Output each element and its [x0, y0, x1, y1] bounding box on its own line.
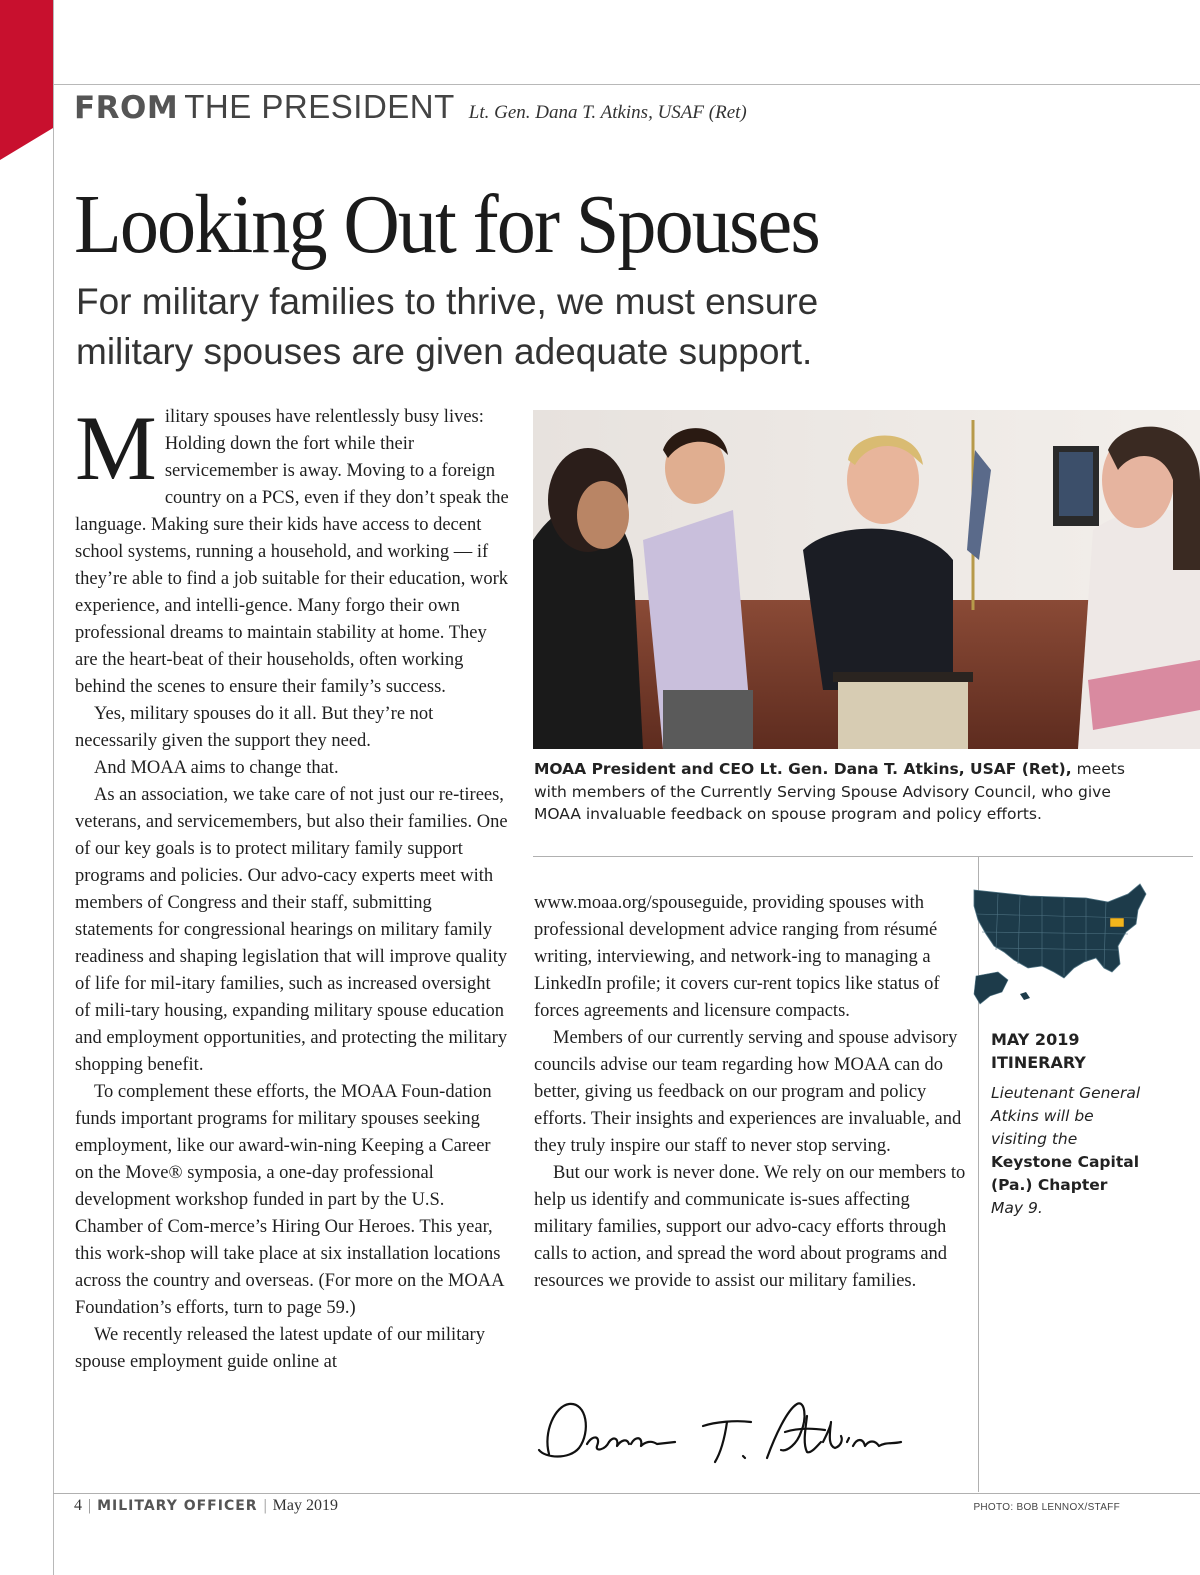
paragraph: And MOAA aims to change that.: [94, 758, 339, 778]
page-number: 4: [74, 1497, 82, 1514]
handwritten-signature: [535, 1392, 935, 1472]
photo-illustration: [533, 410, 1200, 749]
paragraph: ilitary spouses have relentlessly busy lives: Holding down the fort while their servicemember is away. Moving to a foreign country on a PCS, even if they don’t speak the language. Making sure their kids have access to decent school systems, running a household, and working — if they’re able to find a job suitable for their education, work experience, and intelli-gence. Many forgo their own professional dreams to maintain stability at home. They are the heart-beat of their households, often working behind the scenes to ensure their family’s success.: [75, 407, 509, 697]
section-label: THE PRESIDENT: [184, 88, 455, 125]
caption-text: meets with members of the Currently Serving Spouse Advisory Council, who give MOAA invaluable feedback on spouse program and policy efforts.: [534, 760, 1125, 823]
author-byline: Lt. Gen. Dana T. Atkins, USAF (Ret): [468, 102, 747, 123]
itinerary-text: [991, 1082, 1141, 1220]
article-photo: [533, 410, 1200, 749]
footer-rule: [53, 1493, 1200, 1494]
article-subtitle: For military families to thrive, we must ensure military spouses are given adequate support.: [76, 281, 819, 372]
paragraph: But our work is never done. We rely on our members to help us identify and communicate is-sues affecting military families, support our advo-cacy efforts through calls to action, and spread the word about programs and resources we provide to assist our military families.: [534, 1163, 966, 1291]
paragraph: We recently released the latest update of our military spouse employment guide online at: [75, 1325, 485, 1372]
drop-cap: M: [75, 397, 157, 499]
paragraph: Yes, military spouses do it all. But they’re not necessarily given the support they need.: [75, 704, 434, 751]
itinerary-label: ITINERARY: [991, 1053, 1086, 1072]
us-map-icon: [968, 880, 1153, 1010]
paragraph: www.moaa.org/spouseguide, providing spouses with professional development advice ranging from résumé writing, interviewing, and network-ing to managing a LinkedIn profile; it covers cur-rent topics like status of forces agreements and licensure compacts.: [534, 893, 940, 1021]
caption-lead: MOAA President and CEO Lt. Gen. Dana T. Atkins, USAF (Ret),: [534, 760, 1072, 778]
header-rule: [53, 84, 1200, 85]
paragraph: As an association, we take care of not just our re-tirees, veterans, and servicemembers, but also their families. One of our key goals is to protect military family support programs and policies. Our advo-cacy experts meet with members of Congress and their staff, submitting statements for congressional hearings on military family readiness and shaping legislation that will improve quality of life for mil-itary families, such as increased oversight of mili-tary housing, expanding military spouse education and employment opportunities, and protecting the military shopping benefit.: [75, 785, 508, 1075]
photo-caption: [534, 758, 1154, 826]
section-accent-tab: [0, 0, 53, 160]
section-divider: [533, 856, 1193, 857]
footer-separator: |: [263, 1497, 267, 1514]
paragraph: To complement these efforts, the MOAA Foun-dation funds important programs for military spouses seeking employment, like our award-win-ning Keeping a Career on the Move® symposia, a one-day professional development workshop funded in part by the U.S. Chamber of Com-merce’s Hiring Our Heroes. This year, this work-shop will take place at six installation locations across the country and overseas. (For more on the MOAA Foundation’s efforts, turn to page 59.): [75, 1082, 504, 1318]
section-label-bold: FROM: [74, 90, 179, 126]
us-map-graphic: [968, 880, 1153, 1010]
itinerary-heading: [991, 1028, 1141, 1074]
page-footer: [74, 1497, 338, 1515]
photo-credit: PHOTO: BOB LENNOX/STAFF: [973, 1502, 1120, 1513]
signature-icon: [535, 1392, 935, 1472]
section-header: [74, 88, 747, 126]
footer-separator: |: [88, 1497, 92, 1514]
itinerary-chapter: Keystone Capital (Pa.) Chapter: [991, 1153, 1140, 1194]
article-title: Looking Out for Spouses: [74, 178, 819, 271]
itinerary-date: May 9.: [991, 1199, 1043, 1217]
body-column-1: [75, 397, 510, 1376]
itinerary-sidebar: [991, 1028, 1141, 1220]
body-column-2: [534, 890, 966, 1295]
margin-rule: [53, 0, 54, 1575]
itinerary-intro: Lieutenant General Atkins will be visiting the: [991, 1084, 1141, 1148]
magazine-name: MILITARY OFFICER: [97, 1498, 258, 1514]
paragraph: Members of our currently serving and spouse advisory councils advise our team regarding how MOAA can do better, giving us feedback on our program and policy efforts. Their insights and experiences are invaluable, and they truly inspire our staff to never stop serving.: [534, 1028, 962, 1156]
issue-date: May 2019: [272, 1497, 338, 1514]
itinerary-month: MAY 2019: [991, 1030, 1080, 1049]
